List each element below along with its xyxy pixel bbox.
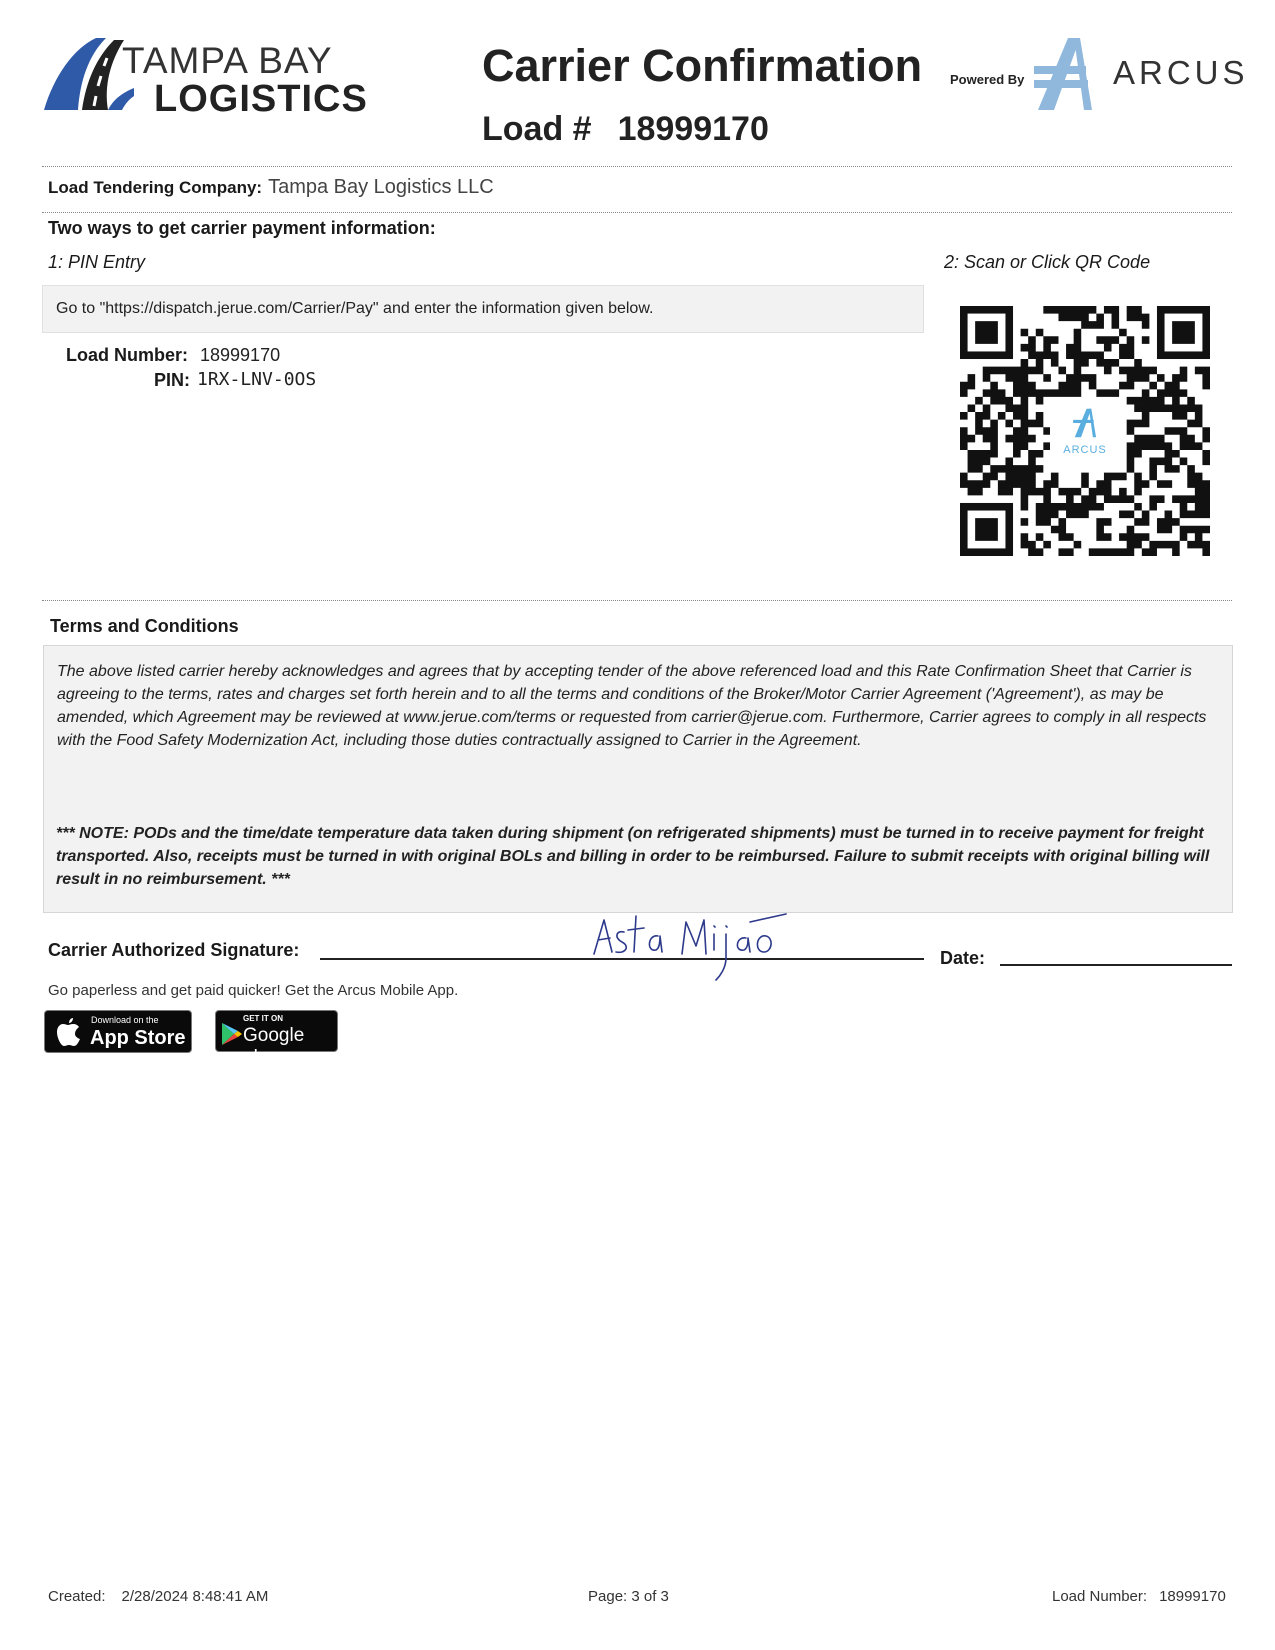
logo-line1: TAMPA BAY <box>122 40 333 81</box>
arcus-small-icon <box>1070 408 1100 438</box>
footer-load-label: Load Number: <box>1052 1588 1148 1605</box>
app-store-big: App Store <box>90 1027 186 1049</box>
signature-label: Carrier Authorized Signature: <box>48 940 300 960</box>
footer-load-value: 18999170 <box>1159 1588 1226 1605</box>
footer-page: Page: 3 of 3 <box>588 1588 669 1605</box>
logo-line2: LOGISTICS <box>154 78 368 120</box>
load-header-number: 18999170 <box>617 110 769 148</box>
qr-center-logo <box>1050 398 1120 464</box>
qr-finder-pattern <box>1172 321 1195 344</box>
app-store-button[interactable] <box>44 1010 192 1053</box>
load-number-label: Load Number: <box>66 345 189 365</box>
instructions-text: Go to "https://dispatch.jerue.com/Carrier/Pay" and enter the information given below. <box>56 300 654 317</box>
footer-created-value: 2/28/2024 8:48:41 AM <box>121 1588 269 1605</box>
divider <box>42 212 1232 213</box>
load-number-value: 18999170 <box>200 345 281 365</box>
load-header <box>482 110 769 149</box>
pin-label: PIN: <box>154 370 190 390</box>
footer-load-number <box>1052 1588 1226 1605</box>
road-logo-icon <box>44 36 134 116</box>
footer-created-label: Created: <box>48 1588 106 1605</box>
google-play-button[interactable] <box>215 1010 338 1068</box>
divider <box>42 600 1232 601</box>
apple-icon <box>57 1018 83 1048</box>
google-play-small: GET IT ON <box>243 1014 283 1023</box>
terms-note: *** NOTE: PODs and the time/date temperature data taken during shipment (on refrigerated shipments) must be turned in to receive payment for freight transported. Also, receipts must be turned in with original BOLs and billing in order to be reimbursed. Failure to submit receipts with original billing will result in no reimbursement. *** <box>56 825 1210 888</box>
qr-finder-pattern <box>975 518 998 541</box>
load-header-label: Load # <box>482 110 592 148</box>
tendering-company <box>48 176 494 199</box>
qr-code[interactable] <box>960 306 1210 556</box>
qr-option: 2: Scan or Click QR Code <box>944 252 1151 272</box>
arcus-brand: ARCUS <box>1113 54 1249 91</box>
google-play-icon <box>222 1023 242 1045</box>
google-play-big: Google play <box>243 1025 305 1068</box>
qr-center-text: ARCUS <box>1063 444 1107 456</box>
company-logo <box>44 36 374 120</box>
divider <box>42 166 1232 167</box>
footer-created <box>48 1588 268 1605</box>
instructions-box <box>42 285 924 333</box>
powered-by-label: Powered By <box>950 72 1025 87</box>
date-line[interactable] <box>1000 964 1232 966</box>
handwritten-signature <box>590 906 790 982</box>
terms-box <box>43 645 1233 913</box>
terms-body: The above listed carrier hereby acknowledges and agrees that by accepting tender of the above referenced load and this Rate Confirmation Sheet that Carrier is agreeing to the terms, rates and charges set forth herein and to all the terms and conditions of the Broker/Motor Carrier Agreement ('Agreement'), as may be amended, which Agreement may be reviewed at www.jerue.com/terms or requested from carrier@jerue.com. Furthermore, Carrier agrees to comply in all respects with the Food Safety Modernization Act, including those duties contractually assigned to Carrier in the Agreement. <box>57 663 1207 749</box>
app-store-small: Download on the <box>91 1015 159 1025</box>
arcus-logo-icon <box>1034 36 1094 112</box>
payment-heading: Two ways to get carrier payment information: <box>48 218 436 238</box>
date-label: Date: <box>940 948 986 968</box>
qr-finder-pattern <box>975 321 998 344</box>
app-promo-text: Go paperless and get paid quicker! Get the Arcus Mobile App. <box>48 982 459 999</box>
pin-value: 1RX-LNV-0OS <box>197 369 317 390</box>
tendering-label: Load Tendering Company: <box>48 178 263 197</box>
pin-entry-option: 1: PIN Entry <box>48 252 146 272</box>
tendering-value: Tampa Bay Logistics LLC <box>268 176 494 198</box>
page-title: Carrier Confirmation <box>482 40 923 91</box>
terms-title: Terms and Conditions <box>50 616 239 636</box>
